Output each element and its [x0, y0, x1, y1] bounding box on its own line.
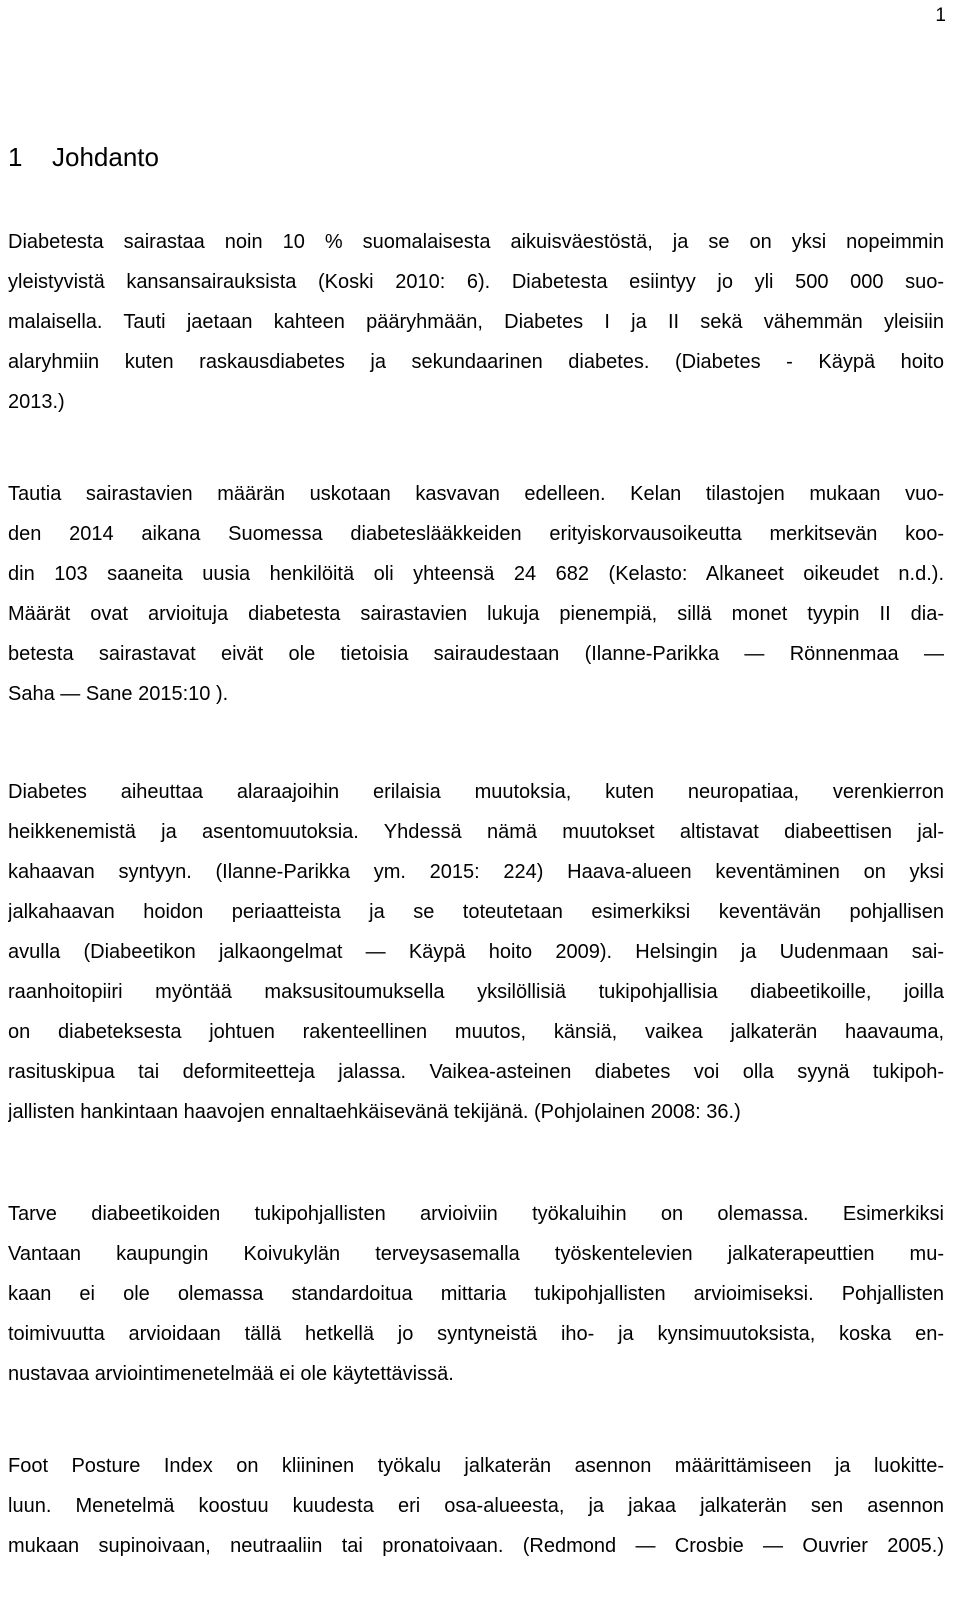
text-line: Diabetesta sairastaa noin 10 % suomalaisesta aikuisväestöstä, ja se on yksi nopeimmin [8, 231, 944, 253]
text-line: mukaan supinoivaan, neutraaliin tai pronatoivaan. (Redmond — Crosbie — Ouvrier 2005.) [8, 1535, 944, 1557]
text-line: jalkahaavan hoidon periaatteista ja se toteutetaan esimerkiksi keventävän pohjallisen [8, 901, 944, 923]
paragraph-intro [8, 222, 944, 422]
text-line: kaan ei ole olemassa standardoitua mittaria tukipohjallisten arvioimiseksi. Pohjallisten [8, 1283, 944, 1305]
text-line: Foot Posture Index on kliininen työkalu jalkaterän asennon määrittämiseen ja luokitte- [8, 1455, 944, 1477]
text-line: Vantaan kaupungin Koivukylän terveysasemalla työskentelevien jalkaterapeuttien mu- [8, 1243, 944, 1265]
text-line: raanhoitopiiri myöntää maksusitoumuksella yksilöllisiä tukipohjallisia diabeetikoille, joilla [8, 981, 944, 1003]
text-line: luun. Menetelmä koostuu kuudesta eri osa-alueesta, ja jakaa jalkaterän sen asennon [8, 1495, 944, 1517]
text-line: Määrät ovat arvioituja diabetesta sairastavien lukuja pienempiä, sillä monet tyypin II dia- [8, 603, 944, 625]
text-line: kahaavan syntyyn. (Ilanne-Parikka ym. 2015: 224) Haava-alueen keventäminen on yksi [8, 861, 944, 883]
text-line: Saha — Sane 2015:10 ). [8, 683, 229, 705]
text-line: Tarve diabeetikoiden tukipohjallisten arvioiviin työkaluihin on olemassa. Esimerkiksi [8, 1203, 944, 1225]
text-line: betesta sairastavat eivät ole tietoisia sairaudestaan (Ilanne-Parikka — Rönnenmaa — [8, 643, 944, 665]
text-line: Tautia sairastavien määrän uskotaan kasvavan edelleen. Kelan tilastojen mukaan vuo- [8, 483, 944, 505]
paragraph-complications [8, 772, 944, 1132]
page-number: 1 [935, 5, 946, 26]
text-line: on diabeteksesta johtuen rakenteellinen muutos, känsiä, vaikea jalkaterän haavauma, [8, 1021, 944, 1043]
chapter-number: 1 [8, 142, 23, 172]
text-line: jallisten hankintaan haavojen ennaltaehkäisevänä tekijänä. (Pohjolainen 2008: 36.) [8, 1101, 741, 1123]
text-line: Diabetes aiheuttaa alaraajoihin erilaisia muutoksia, kuten neuropatiaa, verenkierron [8, 781, 944, 803]
text-line: nustavaa arviointimenetelmää ei ole käytettävissä. [8, 1363, 454, 1385]
text-line: den 2014 aikana Suomessa diabeteslääkkeiden erityiskorvausoikeutta merkitsevän koo- [8, 523, 944, 545]
text-line: malaisella. Tauti jaetaan kahteen pääryhmään, Diabetes I ja II sekä vähemmän yleisiin [8, 311, 944, 333]
chapter-heading [8, 142, 159, 173]
paragraph-need [8, 1194, 944, 1394]
text-line: avulla (Diabeetikon jalkaongelmat — Käypä hoito 2009). Helsingin ja Uudenmaan sai- [8, 941, 944, 963]
text-line: rasituskipua tai deformiteetteja jalassa. Vaikea-asteinen diabetes voi olla syynä tukipoh- [8, 1061, 944, 1083]
text-line: din 103 saaneita uusia henkilöitä oli yhteensä 24 682 (Kelasto: Alkaneet oikeudet n.d.). [8, 563, 944, 585]
text-line: heikkenemistä ja asentomuutoksia. Yhdessä nämä muutokset altistavat diabeettisen jal- [8, 821, 944, 843]
text-line: 2013.) [8, 391, 65, 413]
paragraph-prevalence [8, 474, 944, 714]
text-line: toimivuutta arvioidaan tällä hetkellä jo syntyneistä iho- ja kynsimuutoksista, koska en- [8, 1323, 944, 1345]
paragraph-foot-posture-index [8, 1446, 944, 1566]
text-line: yleistyvistä kansansairauksista (Koski 2010: 6). Diabetesta esiintyy jo yli 500 000 suo- [8, 271, 944, 293]
text-line: alaryhmiin kuten raskausdiabetes ja sekundaarinen diabetes. (Diabetes - Käypä hoito [8, 351, 944, 373]
chapter-title: Johdanto [52, 142, 159, 172]
